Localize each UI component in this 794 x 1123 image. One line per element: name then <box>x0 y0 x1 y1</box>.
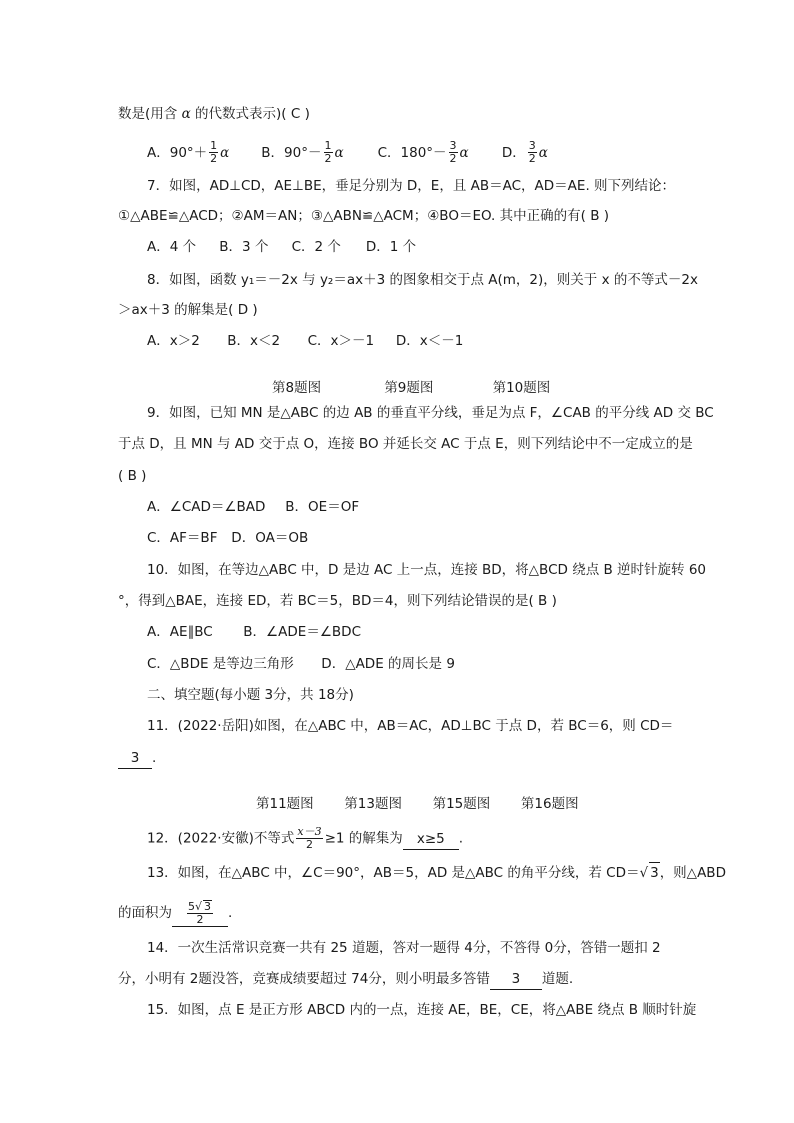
q9-stem-line1: 9．如图，已知 MN 是△ABC 的边 AB 的垂直平分线，垂足为点 F，∠CAB 的平分线 AD 交 BC <box>147 405 714 421</box>
q8-stem-line2: ＞ax＋3 的解集是( D ) <box>118 302 258 318</box>
q8-option-d: D．x＜－1 <box>395 333 464 349</box>
q9-options-row2 <box>147 528 684 548</box>
q10-option-a: A．AE∥BC <box>147 624 213 640</box>
q10-answer: B <box>538 593 548 609</box>
q6-option-d: D． $\frac{3}{2}$ α <box>501 139 548 165</box>
figure-captions-row2 <box>256 792 579 812</box>
q9-option-d: D．OA＝OB <box>231 530 309 546</box>
q13-answer: $\frac{5√ 3}{2}$ <box>172 900 228 927</box>
q9-stem-line2: 于点 D，且 MN 与 AD 交于点 O，连接 BO 并延长交 AC 于点 E，则下列结论中不一定成立的是 <box>118 436 693 452</box>
q9-option-b: B．OE＝OF <box>285 499 360 515</box>
q6-option-a: A．90°＋ $\frac{1}{2}$ α <box>147 139 230 165</box>
q8-stem-line1: 8．如图，函数 y₁＝－2x 与 y₂＝ax＋3 的图象相交于点 A(m，2)，则关于 x 的不等式－2x <box>147 272 698 288</box>
q6-answer: C <box>290 106 301 122</box>
caption-fig9: 第9题图 <box>384 380 434 396</box>
q7-option-b: B．3 个 <box>219 239 269 255</box>
q12-answer: x≥5 <box>403 829 459 850</box>
q12-stem: 12．(2022·安徽)不等式 $\frac{x-3}{2}$ ≥1 的解集为 x≥5 . <box>147 825 464 851</box>
q13-stem-line2: 的面积为 $\frac{5√ 3}{2}$ . <box>118 900 233 926</box>
q7-stem-line1: 7．如图，AD⊥CD，AE⊥BE，垂足分别为 D，E，且 AB＝AC，AD＝AE. 则下列结论： <box>147 178 676 194</box>
q11-stem-line2: 3 . <box>118 748 684 769</box>
q7-answer: B <box>590 208 600 224</box>
caption-fig11: 第11题图 <box>256 796 314 812</box>
q7-stem-line2: ①△ABE≌△ACD；②AM＝AN；③△ABN≌△ACM；④BO＝EO. 其中正确的有( B ) <box>118 208 610 224</box>
figure-captions-row1 <box>272 376 550 396</box>
q9-stem-line3: ( B ) <box>118 468 147 484</box>
q9-options-row1 <box>147 497 684 517</box>
q6-options <box>147 140 684 165</box>
q14-answer: 3 <box>490 969 542 990</box>
q6-option-b: B．90°－ $\frac{1}{2}$ α <box>261 139 344 165</box>
q6-option-c: C．180°－ $\frac{3}{2}$ α <box>377 139 469 165</box>
q15-stem-line1: 15．如图，点 E 是正方形 ABCD 内的一点，连接 AE，BE，CE，将△ABE 绕点 B 顺时针旋 <box>147 1002 697 1018</box>
q10-stem-line1: 10．如图，在等边△ABC 中，D 是边 AC 上一点，连接 BD，将△BCD 绕点 B 逆时针旋转 60 <box>147 562 707 578</box>
q8-options <box>147 331 684 351</box>
q10-option-d: D．△ADE 的周长是 9 <box>321 656 455 672</box>
q8-option-c: C．x＞－1 <box>307 333 375 349</box>
q10-options-row2 <box>147 654 684 674</box>
q14-stem-line2: 分，小明有 2题没答，竞赛成绩要超过 74分，则小明最多答错 3 道题. <box>118 969 684 990</box>
caption-fig10: 第10题图 <box>492 380 551 396</box>
q6-stem-continuation: 数是(用含 α 的代数式表示)( C ) <box>118 106 310 122</box>
q8-option-b: B．x＜2 <box>227 333 281 349</box>
q8-answer: D <box>237 302 249 318</box>
q7-option-d: D．1 个 <box>365 239 417 255</box>
caption-fig16: 第16题图 <box>520 796 579 812</box>
q14-stem-line1: 14．一次生活常识竞赛一共有 25 道题，答对一题得 4分，不答得 0分，答错一题扣 2 <box>147 940 661 956</box>
q9-option-c: C．AF＝BF <box>147 530 218 546</box>
q11-answer: 3 <box>118 748 152 769</box>
q7-option-c: C．2 个 <box>291 239 341 255</box>
caption-fig13: 第13题图 <box>344 796 402 812</box>
q10-option-c: C．△BDE 是等边三角形 <box>147 656 294 672</box>
q10-options-row1 <box>147 622 684 642</box>
q11-stem-line1: 11．(2022·岳阳)如图，在△ABC 中，AB＝AC，AD⊥BC 于点 D，若 BC＝6，则 CD＝ <box>147 718 674 734</box>
section-heading-fill-in: 二、填空题(每小题 3分，共 18分) <box>147 687 354 703</box>
q7-options <box>147 237 684 257</box>
q8-option-a: A．x＞2 <box>147 333 200 349</box>
q9-answer: B <box>127 468 137 484</box>
q13-stem-line1: 13．如图，在△ABC 中，∠C＝90°，AB＝5，AD 是△ABC 的角平分线，若 CD＝√ 3，则△ABD <box>147 862 684 883</box>
q9-option-a: A．∠CAD＝∠BAD <box>147 499 266 515</box>
q7-option-a: A．4 个 <box>147 239 197 255</box>
caption-fig8: 第8题图 <box>272 380 322 396</box>
q10-option-b: B．∠ADE＝∠BDC <box>243 624 362 640</box>
caption-fig15: 第15题图 <box>432 796 491 812</box>
q10-stem-line2: °，得到△BAE，连接 ED，若 BC＝5，BD＝4，则下列结论错误的是( B ) <box>118 593 557 609</box>
